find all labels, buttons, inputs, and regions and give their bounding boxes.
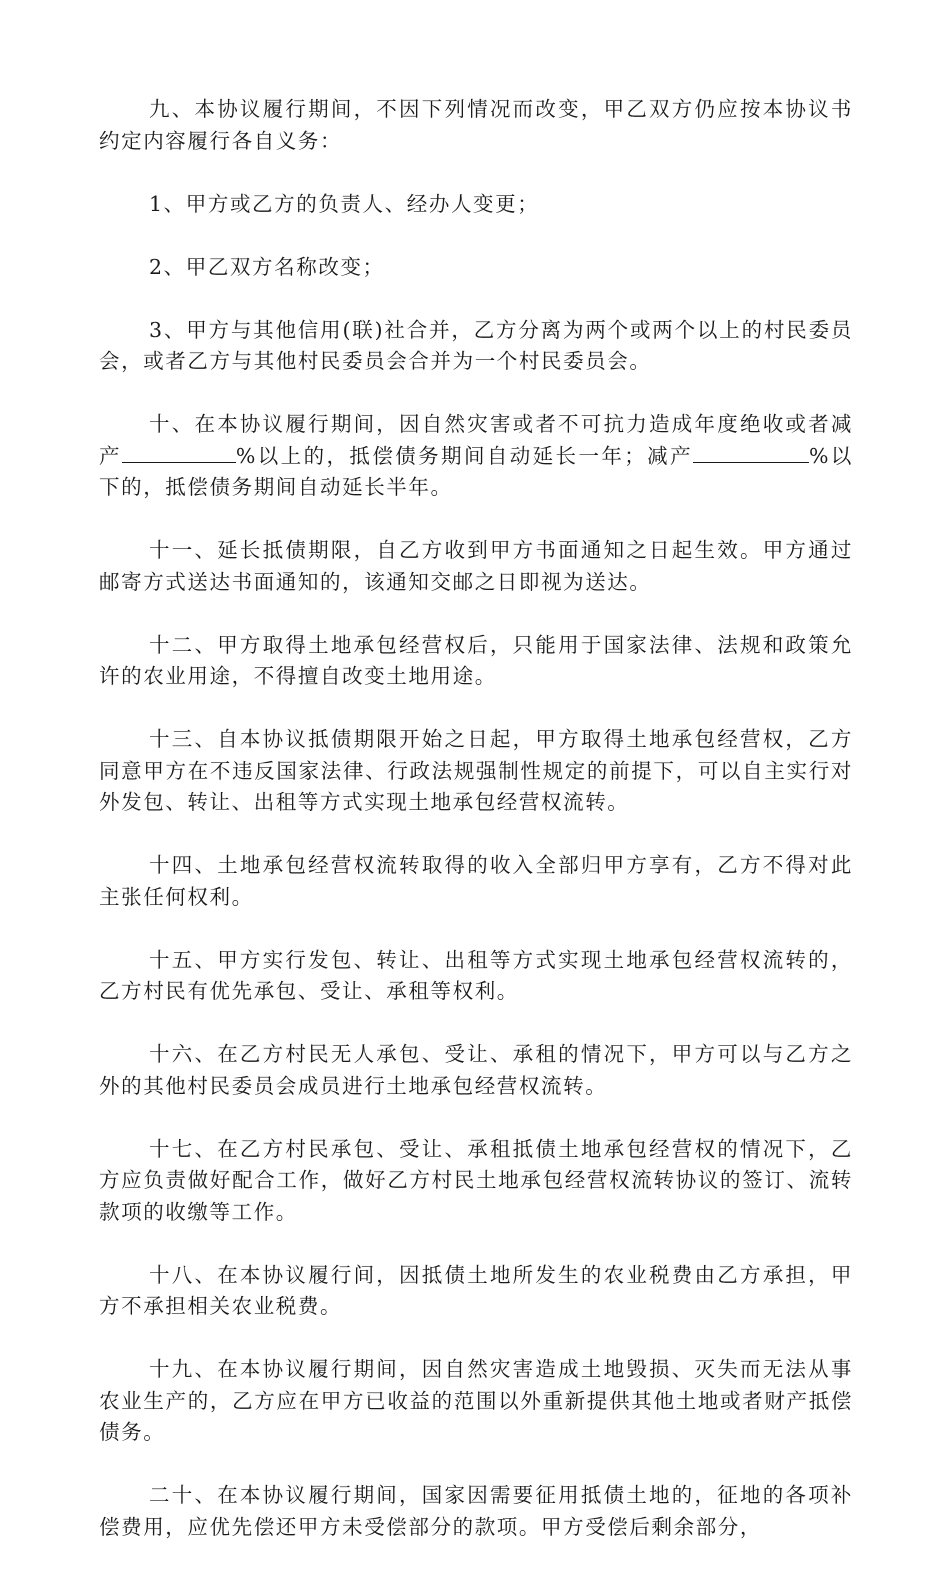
- clause-eleven: 十一、延长抵债期限，自乙方收到甲方书面通知之日起生效。甲方通过邮寄方式送达书面通知的，该通知交邮之日即视为送达。: [99, 538, 853, 594]
- clause-nine-item-2: 2、甲乙双方名称改变；: [149, 254, 385, 279]
- clause-nineteen: 十九、在本协议履行期间，因自然灾害造成土地毁损、灭失而无法从事农业生产的，乙方应在甲方已收益的范围以外重新提供其他土地或者财产抵偿债务。: [99, 1357, 853, 1444]
- fill-in-blank-2a: [693, 442, 787, 463]
- clause-fourteen: 十四、土地承包经营权流转取得的收入全部归甲方享有，乙方不得对此主张任何权利。: [99, 853, 853, 909]
- clause-thirteen: 十三、自本协议抵债期限开始之日起，甲方取得土地承包经营权，乙方同意甲方在不违反国家法律、行政法规强制性规定的前提下，可以自主实行对外发包、转让、出租等方式实现土地承包经营权流转。: [99, 727, 853, 814]
- clause-fifteen: 十五、甲方实行发包、转让、出租等方式实现土地承包经营权流转的，乙方村民有优先承包、受让、承租等权利。: [99, 947, 853, 1003]
- clause-twenty: 二十、在本协议履行期间，国家因需要征用抵债土地的，征地的各项补偿费用，应优先偿还甲方未受偿部分的款项。甲方受偿后剩余部分，: [99, 1483, 853, 1539]
- clause-nine-item-1: 1、甲方或乙方的负责人、经办人变更；: [149, 191, 540, 216]
- fill-in-blank-2b: [787, 442, 809, 463]
- clause-seventeen: 十七、在乙方村民承包、受让、承租抵债土地承包经营权的情况下，乙方应负责做好配合工作，做好乙方村民土地承包经营权流转协议的签订、流转款项的收缴等工作。: [99, 1136, 853, 1224]
- fill-in-blank-1: [122, 442, 236, 463]
- document-page: [99, 94, 853, 1575]
- clause-nine: 九、本协议履行期间，不因下列情况而改变，甲乙双方仍应按本协议书约定内容履行各自义务：: [99, 97, 853, 153]
- clause-ten-text-3: %以下的，抵偿债务期间自动延长半年。: [99, 443, 853, 499]
- clause-ten-text-1: 十、在本协议履行期间，因自然灾害或者不可抗力造成年度绝收或者减产: [99, 412, 853, 468]
- clause-sixteen: 十六、在乙方村民无人承包、受让、承租的情况下，甲方可以与乙方之外的其他村民委员会成员进行土地承包经营权流转。: [99, 1042, 853, 1098]
- clause-nine-item-3: 3、甲方与其他信用(联)社合并，乙方分离为两个或两个以上的村民委员会，或者乙方与其他村民委员会合并为一个村民委员会。: [99, 317, 853, 373]
- clause-ten: [99, 409, 853, 504]
- clause-eighteen: 十八、在本协议履行间，因抵债土地所发生的农业税费由乙方承担，甲方不承担相关农业税费。: [99, 1262, 853, 1318]
- clause-twelve: 十二、甲方取得土地承包经营权后，只能用于国家法律、法规和政策允许的农业用途，不得擅自改变土地用途。: [99, 632, 853, 688]
- clause-ten-text-2: %以上的，抵偿债务期间自动延长一年；减产: [235, 443, 693, 468]
